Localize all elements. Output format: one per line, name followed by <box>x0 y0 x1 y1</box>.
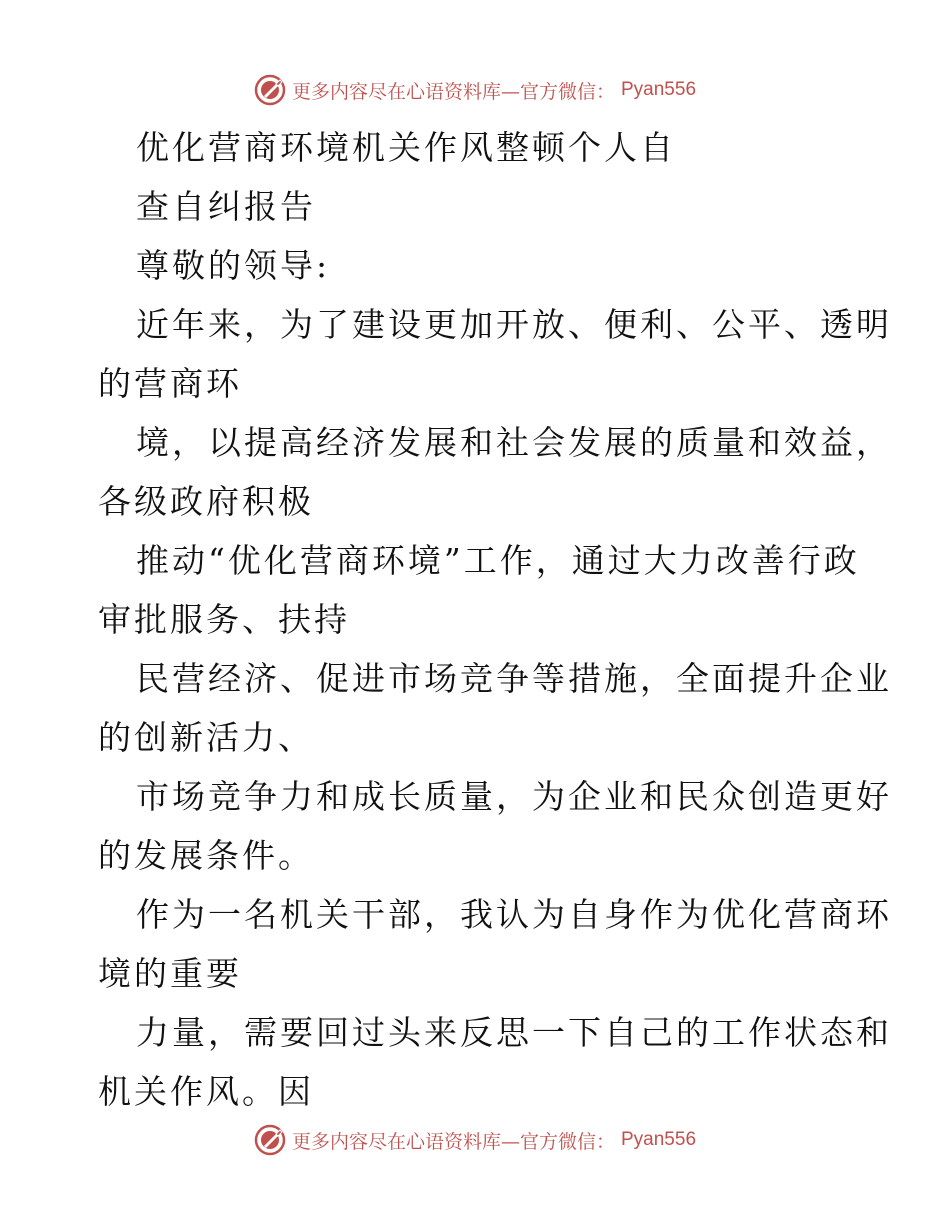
body-line: 境，以提高经济发展和社会发展的质量和效益， <box>136 423 892 462</box>
body-line: 审批服务、扶持 <box>98 600 350 639</box>
footer-banner <box>0 1120 950 1160</box>
body-line: 推动“优化营商环境”工作，通过大力改善行政 <box>136 541 860 580</box>
body-line: 各级政府积极 <box>98 482 314 521</box>
body-line: 力量，需要回过头来反思一下自己的工作状态和 <box>136 1013 892 1052</box>
banner-wechat-id: Pyan556 <box>621 1129 697 1150</box>
pen-logo-icon <box>254 74 286 106</box>
title-line: 查自纠报告 <box>136 187 316 226</box>
pen-logo-icon <box>254 1124 286 1156</box>
body-line: 近年来，为了建设更加开放、便利、公平、透明 <box>136 305 892 344</box>
banner-wechat-id: Pyan556 <box>621 79 697 100</box>
salutation: 尊敬的领导: <box>136 246 331 285</box>
body-line: 机关作风。因 <box>98 1072 314 1111</box>
banner-text: 更多内容尽在心语资料库—官方微信： <box>291 80 615 103</box>
body-line: 民营经济、促进市场竞争等措施，全面提升企业 <box>136 659 892 698</box>
body-line: 的营商环 <box>98 364 242 403</box>
document-body <box>98 118 892 1121</box>
banner-text: 更多内容尽在心语资料库—官方微信： <box>291 1130 615 1153</box>
body-line: 市场竞争力和成长质量，为企业和民众创造更好 <box>136 777 892 816</box>
body-line: 的创新活力、 <box>98 718 314 757</box>
header-banner <box>0 70 950 110</box>
body-line: 作为一名机关干部，我认为自身作为优化营商环 <box>136 895 892 934</box>
body-line: 境的重要 <box>98 954 242 993</box>
body-line: 的发展条件。 <box>98 836 314 875</box>
title-line: 优化营商环境机关作风整顿个人自 <box>136 128 676 167</box>
